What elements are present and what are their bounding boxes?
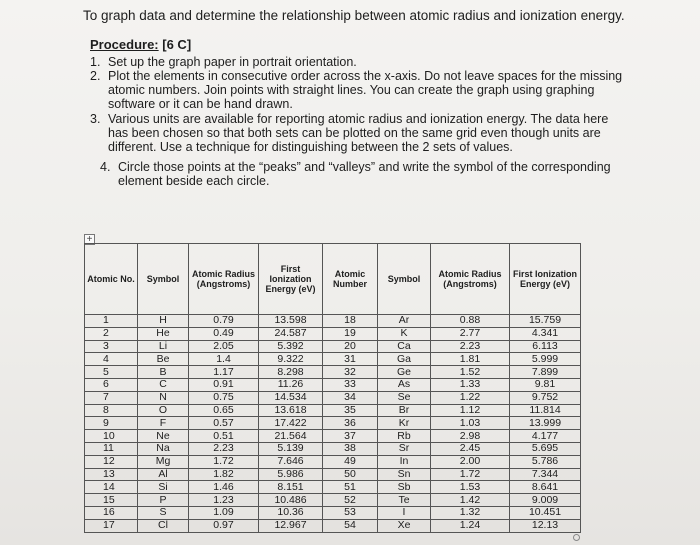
cell-symbol: He bbox=[138, 327, 189, 340]
header-atomic-no: Atomic No. bbox=[85, 244, 138, 315]
cell-atomic-radius-2: 2.00 bbox=[431, 455, 510, 468]
cell-symbol: Be bbox=[138, 353, 189, 366]
cell-ionization-energy: 12.967 bbox=[259, 519, 323, 532]
cell-symbol: Mg bbox=[138, 455, 189, 468]
step-text: Set up the graph paper in portrait orientation. bbox=[108, 55, 357, 69]
header-ionization-energy: First Ionization Energy (eV) bbox=[259, 244, 323, 315]
procedure-heading bbox=[90, 37, 191, 52]
table-row bbox=[85, 404, 581, 417]
table-header-row bbox=[85, 244, 581, 315]
cell-ionization-energy: 7.646 bbox=[259, 455, 323, 468]
cell-ionization-energy: 13.598 bbox=[259, 315, 323, 328]
cell-symbol-2: Sb bbox=[378, 481, 431, 494]
page-heading: To graph data and determine the relationship between atomic radius and ionization energy. bbox=[83, 8, 625, 23]
cell-atomic-radius: 2.23 bbox=[189, 442, 259, 455]
element-data-table bbox=[84, 243, 581, 533]
cell-symbol-2: Ga bbox=[378, 353, 431, 366]
cell-atomic-radius: 0.75 bbox=[189, 391, 259, 404]
cell-symbol-2: In bbox=[378, 455, 431, 468]
cell-symbol-2: I bbox=[378, 506, 431, 519]
cell-atomic-radius-2: 2.77 bbox=[431, 327, 510, 340]
cell-atomic-radius: 0.49 bbox=[189, 327, 259, 340]
cell-atomic-radius: 0.51 bbox=[189, 430, 259, 443]
cell-atomic-radius-2: 1.81 bbox=[431, 353, 510, 366]
cell-atomic-radius: 1.09 bbox=[189, 506, 259, 519]
cell-atomic-no: 16 bbox=[85, 506, 138, 519]
cell-ionization-energy-2: 9.752 bbox=[510, 391, 581, 404]
cell-atomic-no: 10 bbox=[85, 430, 138, 443]
cell-atomic-radius-2: 1.52 bbox=[431, 366, 510, 379]
cell-ionization-energy: 17.422 bbox=[259, 417, 323, 430]
cell-ionization-energy: 5.139 bbox=[259, 442, 323, 455]
header-atomic-number: Atomic Number bbox=[323, 244, 378, 315]
cell-symbol: Si bbox=[138, 481, 189, 494]
cell-atomic-radius-2: 1.32 bbox=[431, 506, 510, 519]
cell-atomic-no: 11 bbox=[85, 442, 138, 455]
cell-symbol-2: Xe bbox=[378, 519, 431, 532]
cell-atomic-radius-2: 1.72 bbox=[431, 468, 510, 481]
cell-atomic-radius-2: 1.24 bbox=[431, 519, 510, 532]
step-number: 1. bbox=[90, 55, 101, 69]
cell-atomic-no: 14 bbox=[85, 481, 138, 494]
table-row bbox=[85, 353, 581, 366]
cell-atomic-no-2: 51 bbox=[323, 481, 378, 494]
header-atomic-radius-2: Atomic Radius (Angstroms) bbox=[431, 244, 510, 315]
cell-atomic-no: 13 bbox=[85, 468, 138, 481]
procedure-label: Procedure: bbox=[90, 37, 159, 52]
cell-ionization-energy-2: 4.177 bbox=[510, 430, 581, 443]
table-row bbox=[85, 519, 581, 532]
cell-symbol-2: Kr bbox=[378, 417, 431, 430]
header-atomic-radius: Atomic Radius (Angstroms) bbox=[189, 244, 259, 315]
cell-atomic-no: 8 bbox=[85, 404, 138, 417]
cell-ionization-energy: 8.151 bbox=[259, 481, 323, 494]
cell-ionization-energy: 10.486 bbox=[259, 494, 323, 507]
cell-atomic-no-2: 54 bbox=[323, 519, 378, 532]
cell-atomic-no: 9 bbox=[85, 417, 138, 430]
cell-ionization-energy: 10.36 bbox=[259, 506, 323, 519]
cell-atomic-no-2: 52 bbox=[323, 494, 378, 507]
cell-atomic-radius-2: 1.12 bbox=[431, 404, 510, 417]
cell-symbol: Li bbox=[138, 340, 189, 353]
cell-ionization-energy-2: 5.999 bbox=[510, 353, 581, 366]
cell-symbol-2: K bbox=[378, 327, 431, 340]
table-row bbox=[85, 430, 581, 443]
cell-atomic-no-2: 31 bbox=[323, 353, 378, 366]
header-symbol-2: Symbol bbox=[378, 244, 431, 315]
cell-atomic-no-2: 33 bbox=[323, 378, 378, 391]
table-row bbox=[85, 506, 581, 519]
step-text: Circle those points at the “peaks” and “valleys” and write the symbol of the corresponding element beside each circle. bbox=[118, 160, 611, 188]
cell-ionization-energy-2: 5.786 bbox=[510, 455, 581, 468]
header-symbol: Symbol bbox=[138, 244, 189, 315]
cell-symbol-2: Se bbox=[378, 391, 431, 404]
cell-atomic-radius: 0.65 bbox=[189, 404, 259, 417]
table-row bbox=[85, 481, 581, 494]
cell-atomic-no-2: 38 bbox=[323, 442, 378, 455]
cell-ionization-energy-2: 9.009 bbox=[510, 494, 581, 507]
table-row bbox=[85, 327, 581, 340]
cell-ionization-energy-2: 13.999 bbox=[510, 417, 581, 430]
cell-atomic-radius: 1.82 bbox=[189, 468, 259, 481]
table-row bbox=[85, 315, 581, 328]
cell-atomic-no-2: 20 bbox=[323, 340, 378, 353]
cell-ionization-energy-2: 9.81 bbox=[510, 378, 581, 391]
table-row bbox=[85, 366, 581, 379]
cell-ionization-energy: 8.298 bbox=[259, 366, 323, 379]
cell-ionization-energy-2: 6.113 bbox=[510, 340, 581, 353]
cell-atomic-no: 15 bbox=[85, 494, 138, 507]
procedure-marks: [6 C] bbox=[162, 37, 192, 52]
cell-ionization-energy-2: 12.13 bbox=[510, 519, 581, 532]
cell-symbol: Ne bbox=[138, 430, 189, 443]
cell-atomic-radius-2: 1.03 bbox=[431, 417, 510, 430]
cell-symbol-2: Br bbox=[378, 404, 431, 417]
step-number: 4. bbox=[100, 160, 111, 174]
cell-atomic-no-2: 49 bbox=[323, 455, 378, 468]
cell-atomic-radius: 0.79 bbox=[189, 315, 259, 328]
step-1 bbox=[90, 55, 630, 69]
cell-symbol-2: Rb bbox=[378, 430, 431, 443]
cell-atomic-radius: 0.57 bbox=[189, 417, 259, 430]
cell-atomic-radius-2: 1.53 bbox=[431, 481, 510, 494]
cell-atomic-radius: 1.46 bbox=[189, 481, 259, 494]
cell-ionization-energy: 5.986 bbox=[259, 468, 323, 481]
resize-handle-icon[interactable] bbox=[573, 534, 580, 541]
cell-ionization-energy-2: 5.695 bbox=[510, 442, 581, 455]
cell-symbol-2: Ar bbox=[378, 315, 431, 328]
cell-ionization-energy-2: 4.341 bbox=[510, 327, 581, 340]
cell-symbol-2: Ca bbox=[378, 340, 431, 353]
cell-atomic-radius: 1.4 bbox=[189, 353, 259, 366]
step-2 bbox=[90, 69, 630, 111]
step-number: 2. bbox=[90, 69, 101, 83]
cell-symbol: F bbox=[138, 417, 189, 430]
cell-symbol-2: Ge bbox=[378, 366, 431, 379]
cell-atomic-no: 2 bbox=[85, 327, 138, 340]
cell-atomic-radius: 1.23 bbox=[189, 494, 259, 507]
cell-atomic-no-2: 36 bbox=[323, 417, 378, 430]
cell-symbol: Al bbox=[138, 468, 189, 481]
cell-atomic-no: 12 bbox=[85, 455, 138, 468]
cell-atomic-radius: 1.17 bbox=[189, 366, 259, 379]
cell-symbol-2: Te bbox=[378, 494, 431, 507]
table-row bbox=[85, 417, 581, 430]
cell-ionization-energy: 14.534 bbox=[259, 391, 323, 404]
cell-atomic-no-2: 19 bbox=[323, 327, 378, 340]
cell-symbol: O bbox=[138, 404, 189, 417]
cell-atomic-radius-2: 1.22 bbox=[431, 391, 510, 404]
cell-symbol: Na bbox=[138, 442, 189, 455]
cell-atomic-no: 4 bbox=[85, 353, 138, 366]
cell-symbol-2: As bbox=[378, 378, 431, 391]
table-row bbox=[85, 442, 581, 455]
cell-atomic-radius-2: 1.33 bbox=[431, 378, 510, 391]
table-row bbox=[85, 378, 581, 391]
cell-ionization-energy-2: 7.344 bbox=[510, 468, 581, 481]
cell-atomic-no: 5 bbox=[85, 366, 138, 379]
table-row bbox=[85, 494, 581, 507]
cell-atomic-radius-2: 2.98 bbox=[431, 430, 510, 443]
cell-atomic-no: 6 bbox=[85, 378, 138, 391]
step-4 bbox=[90, 160, 630, 188]
cell-atomic-radius-2: 2.45 bbox=[431, 442, 510, 455]
cell-symbol: Cl bbox=[138, 519, 189, 532]
cell-atomic-no: 1 bbox=[85, 315, 138, 328]
move-handle-icon[interactable]: + bbox=[84, 234, 95, 245]
cell-atomic-radius: 0.97 bbox=[189, 519, 259, 532]
cell-ionization-energy: 13.618 bbox=[259, 404, 323, 417]
cell-ionization-energy-2: 10.451 bbox=[510, 506, 581, 519]
cell-symbol: H bbox=[138, 315, 189, 328]
cell-ionization-energy-2: 7.899 bbox=[510, 366, 581, 379]
cell-atomic-no-2: 34 bbox=[323, 391, 378, 404]
cell-ionization-energy-2: 11.814 bbox=[510, 404, 581, 417]
cell-atomic-no: 7 bbox=[85, 391, 138, 404]
cell-ionization-energy-2: 15.759 bbox=[510, 315, 581, 328]
cell-symbol-2: Sr bbox=[378, 442, 431, 455]
table-row bbox=[85, 468, 581, 481]
table-row bbox=[85, 455, 581, 468]
cell-atomic-radius-2: 0.88 bbox=[431, 315, 510, 328]
cell-ionization-energy: 24.587 bbox=[259, 327, 323, 340]
step-3 bbox=[90, 112, 630, 154]
cell-symbol: S bbox=[138, 506, 189, 519]
cell-ionization-energy: 11.26 bbox=[259, 378, 323, 391]
cell-atomic-no-2: 37 bbox=[323, 430, 378, 443]
table-row bbox=[85, 340, 581, 353]
step-text: Plot the elements in consecutive order across the x-axis. Do not leave spaces for the missing atomic numbers. Join points with straight lines. You can create the graph using graphing software or it can be hand drawn. bbox=[108, 69, 623, 111]
table-row bbox=[85, 391, 581, 404]
header-ionization-energy-2: First Ionization Energy (eV) bbox=[510, 244, 581, 315]
cell-atomic-no-2: 50 bbox=[323, 468, 378, 481]
cell-atomic-radius: 0.91 bbox=[189, 378, 259, 391]
cell-symbol: B bbox=[138, 366, 189, 379]
cell-atomic-radius-2: 1.42 bbox=[431, 494, 510, 507]
cell-atomic-radius: 1.72 bbox=[189, 455, 259, 468]
cell-atomic-no-2: 18 bbox=[323, 315, 378, 328]
cell-atomic-no-2: 53 bbox=[323, 506, 378, 519]
cell-symbol: N bbox=[138, 391, 189, 404]
cell-atomic-radius-2: 2.23 bbox=[431, 340, 510, 353]
cell-ionization-energy: 21.564 bbox=[259, 430, 323, 443]
cell-ionization-energy: 5.392 bbox=[259, 340, 323, 353]
cell-ionization-energy: 9.322 bbox=[259, 353, 323, 366]
cell-symbol: P bbox=[138, 494, 189, 507]
cell-atomic-radius: 2.05 bbox=[189, 340, 259, 353]
cell-symbol-2: Sn bbox=[378, 468, 431, 481]
procedure-steps bbox=[90, 55, 630, 188]
cell-atomic-no-2: 32 bbox=[323, 366, 378, 379]
step-number: 3. bbox=[90, 112, 101, 126]
step-text: Various units are available for reporting atomic radius and ionization energy. The data here has been chosen so that both sets can be plotted on the same grid even though units are different. Use a technique for distinguishing between the 2 sets of values. bbox=[108, 112, 609, 154]
cell-atomic-no: 17 bbox=[85, 519, 138, 532]
cell-atomic-no: 3 bbox=[85, 340, 138, 353]
cell-symbol: C bbox=[138, 378, 189, 391]
cell-ionization-energy-2: 8.641 bbox=[510, 481, 581, 494]
cell-atomic-no-2: 35 bbox=[323, 404, 378, 417]
